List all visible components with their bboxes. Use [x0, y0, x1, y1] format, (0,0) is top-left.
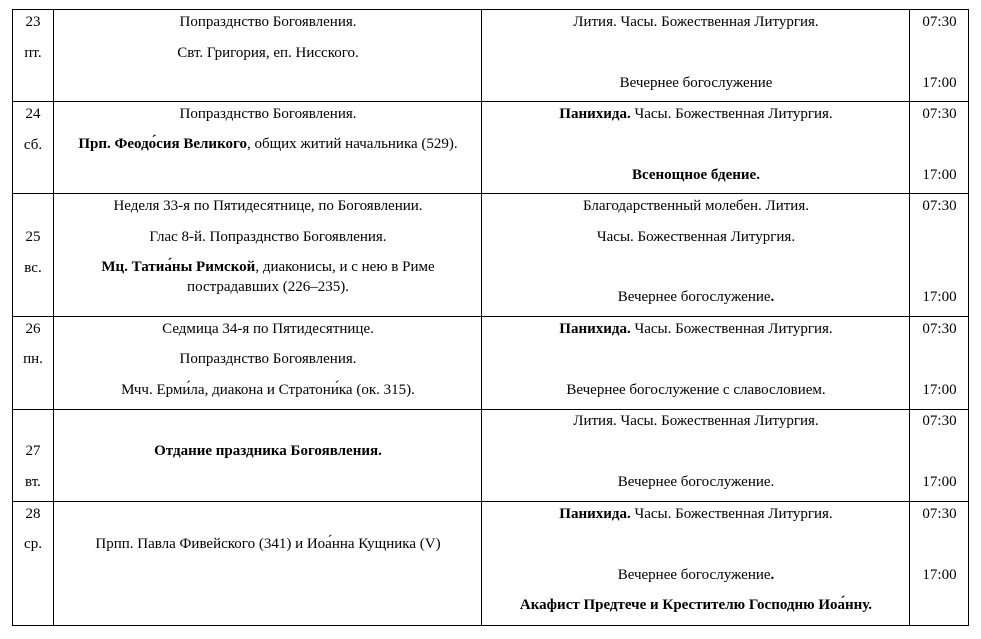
service-line: Вечернее богослужение.	[617, 474, 775, 490]
service-time: 07:30	[922, 321, 957, 337]
service-time: 17:00	[922, 289, 957, 305]
service-time: 17:00	[922, 75, 957, 91]
service-line	[483, 106, 909, 123]
column-divider	[909, 9, 910, 626]
service-line: Вечернее богослужение с славословием.	[566, 382, 826, 398]
feast-line: Седмица 34-я по Пятидесятнице.	[162, 321, 374, 337]
feast-line	[75, 134, 461, 154]
service-text: Часы. Божественная Литургия.	[630, 106, 833, 122]
row-divider	[12, 501, 969, 502]
saint-name: Мц. Татиа́ны Римской	[101, 259, 256, 275]
service-time: 07:30	[922, 198, 957, 214]
service-text: Часы. Божественная Литургия.	[630, 321, 833, 337]
service-time: 07:30	[922, 506, 957, 522]
row-divider	[12, 316, 969, 317]
service-line	[483, 567, 909, 584]
service-time: 17:00	[922, 474, 957, 490]
table-border-right	[968, 9, 969, 626]
table-border-left	[12, 9, 13, 626]
service-line: Лития. Часы. Божественная Литургия.	[573, 14, 819, 30]
feast-line: Свт. Григория, еп. Нисского.	[177, 45, 359, 61]
service-time: 17:00	[922, 167, 957, 183]
service-bold: Панихида.	[559, 106, 631, 122]
service-time: 07:30	[922, 413, 957, 429]
service-line: Лития. Часы. Божественная Литургия.	[573, 413, 819, 429]
weekday: сб.	[23, 137, 43, 153]
service-time: 07:30	[922, 14, 957, 30]
service-line: Благодарственный молебен. Лития.	[583, 198, 809, 214]
row-divider	[12, 409, 969, 410]
service-line: Часы. Божественная Литургия.	[596, 229, 796, 245]
service-bold: Всенощное бдение.	[632, 167, 760, 183]
feast-line: Неделя 33-я по Пятидесятнице, по Богоявлении.	[113, 198, 423, 214]
day-number: 28	[25, 506, 41, 522]
weekday: вс.	[24, 260, 42, 276]
service-time: 07:30	[922, 106, 957, 122]
row-divider	[12, 193, 969, 194]
weekday: вт.	[25, 474, 41, 490]
service-line	[483, 597, 909, 614]
day-number: 24	[25, 106, 41, 122]
service-text: Вечернее богослужение	[617, 289, 771, 305]
service-bold: .	[770, 289, 775, 305]
table-border-bottom	[12, 625, 969, 626]
saint-description: , диаконисы, и с нею в Риме пострадавших (226–235).	[187, 259, 435, 295]
service-time: 17:00	[922, 382, 957, 398]
day-number: 26	[25, 321, 41, 337]
row-divider	[12, 101, 969, 102]
feast-line: Глас 8-й. Попразднство Богоявления.	[149, 229, 387, 245]
feast-line: Прпп. Павла Фивейского (341) и Иоа́нна Кущника (V)	[95, 536, 441, 552]
service-time: 17:00	[922, 567, 957, 583]
service-bold: .	[770, 567, 775, 583]
feast-line: Попразднство Богоявления.	[179, 106, 357, 122]
service-line	[483, 506, 909, 523]
weekday: ср.	[24, 536, 42, 552]
service-line	[483, 321, 909, 338]
service-line	[483, 289, 909, 306]
feast-line	[75, 257, 461, 297]
saint-description: , общих житий начальника (529).	[246, 136, 458, 152]
service-text: Вечернее богослужение	[617, 567, 771, 583]
day-number: 23	[25, 14, 41, 30]
column-divider	[481, 9, 482, 626]
service-bold: Панихида.	[559, 321, 631, 337]
table-border-top	[12, 9, 969, 10]
weekday: пн.	[23, 351, 43, 367]
day-number: 25	[25, 229, 41, 245]
feast-line: Попразднство Богоявления.	[179, 14, 357, 30]
feast-line: Мчч. Ерми́ла, диакона и Стратони́ка (ок. 315).	[121, 382, 415, 398]
column-divider	[53, 9, 54, 626]
feast-title: Отдание праздника Богоявления.	[154, 443, 382, 459]
akathist-title: Акафист Предтече и Крестителю Господню Иоа́нну.	[519, 597, 873, 613]
service-line	[483, 167, 909, 184]
service-line: Вечернее богослужение	[619, 75, 773, 91]
saint-name: Прп. Феодо́сия Великого	[78, 136, 247, 152]
feast-line: Попразднство Богоявления.	[179, 351, 357, 367]
feast-line	[55, 443, 481, 460]
weekday: пт.	[24, 45, 42, 61]
service-text: Часы. Божественная Литургия.	[630, 506, 833, 522]
day-number: 27	[25, 443, 41, 459]
service-bold: Панихида.	[559, 506, 631, 522]
